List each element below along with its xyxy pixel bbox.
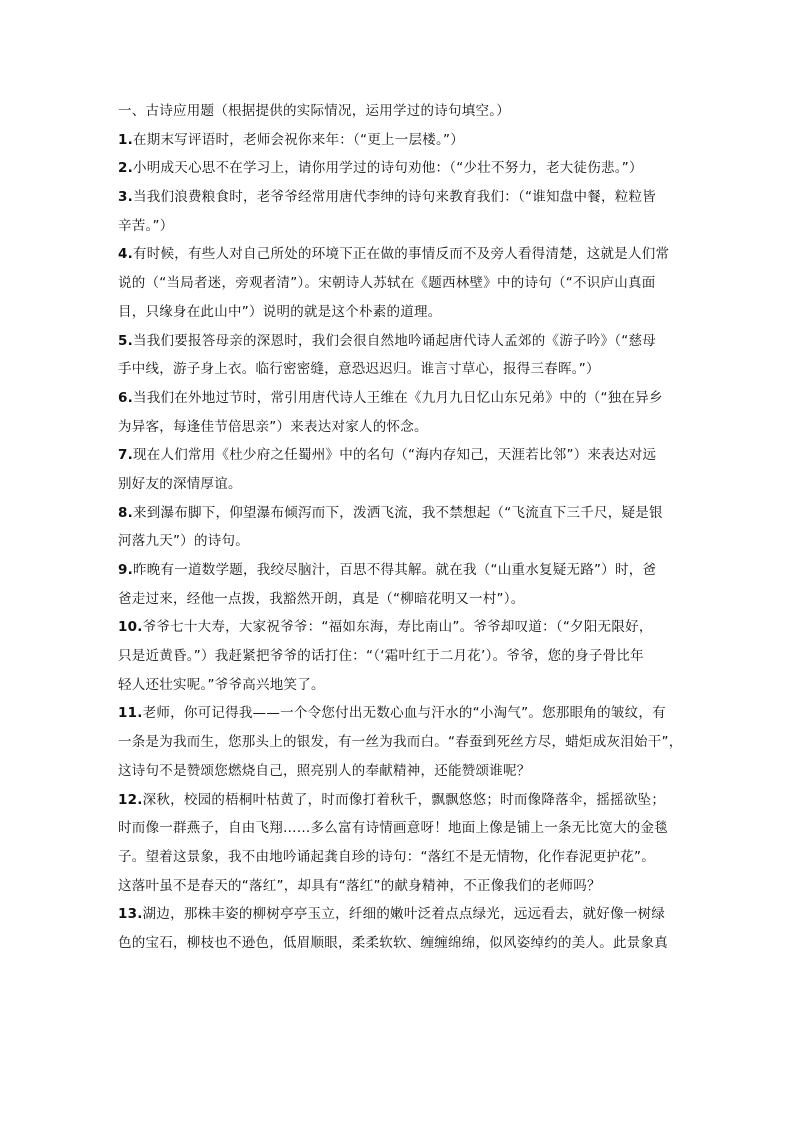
item-6-line-2: 为异客，每逢佳节倍思亲”）来表达对家人的怀念。 [118,418,428,435]
item-3-line-1 [118,183,678,212]
item-number: 11. [118,705,143,722]
item-text: 现在人们常用《杜少府之任蜀州》中的名句（“海内存知己，天涯若比邻”）来表达对远 [133,447,657,464]
item-4-line-2: 说的（“当局者迷，旁观者清”）。宋朝诗人苏轼在《题西林壁》中的诗句（“不识庐山真面 [118,275,656,292]
item-9-line-1 [118,556,678,585]
item-number: 2. [118,160,134,177]
item-number: 6. [118,389,134,406]
item-12-line-3: 子。望着这景象，我不由地吟诵起龚自珍的诗句：“落红不是无情物，化作春泥更护花”。 [118,848,655,865]
item-13-line-1 [118,900,678,929]
item-number: 8. [118,504,134,521]
item-13-line-2: 色的宝石，柳枝也不逊色，低眉顺眼，柔柔软软、缠缠绵绵，似风姿绰约的美人。此景象真 [118,934,668,951]
item-4-line-3: 目，只缘身在此山中”）说明的就是这个朴素的道理。 [118,303,442,320]
item-text: 有时候，有些人对自己所处的环境下正在做的事情反而不及旁人看得清楚，这就是人们常 [133,246,670,263]
item-number: 9. [118,562,134,578]
item-text: 当我们在外地过节时，常引用唐代诗人王维在《九月九日忆山东兄弟》中的（“独在异乡 [133,389,663,406]
item-5-line-1 [118,327,678,356]
item-12-line-4: 这落叶虽不是春天的“落红”，却具有“落红”的献身精神，不正像我们的老师吗？ [118,877,601,894]
item-11-line-1 [118,699,678,728]
item-number: 13. [118,906,143,923]
item-text: 小明成天心思不在学习上，请你用学过的诗句劝他：（“少壮不努力，老大徒伤悲。”） [133,160,643,177]
item-number: 10. [118,619,143,636]
item-5-line-2: 手中线，游子身上衣。临行密密缝，意恐迟迟归。谁言寸草心，报得三春晖。”） [118,361,600,378]
item-number: 5. [118,332,134,349]
item-8-line-1 [118,499,678,528]
item-12-line-2: 时而像一群燕子，自由飞翔……多么富有诗情画意呀！地面上像是铺上一条无比宽大的金毯 [118,820,668,837]
item-text: 深秋，校园的梧桐叶枯黄了，时而像打着秋千，飘飘悠悠；时而像降落伞，摇摇欲坠； [142,791,666,808]
item-10-line-2: 只是近黄昏。”）我赶紧把爷爷的话打住：“（‘霜叶红于二月花’）。爷爷，您的身子骨比年 [118,648,644,665]
item-number: 3. [118,189,134,206]
item-3-line-2: 辛苦。”） [118,217,174,234]
item-number: 4. [118,246,134,263]
item-text: 爷爷七十大寿，大家祝爷爷：“福如东海，寿比南山”。爷爷却叹道：（“夕阳无限好， [142,619,653,636]
item-7-line-2: 别好友的深情厚谊。 [118,475,242,492]
item-10-line-3: 轻人还壮实呢。”爷爷高兴地笑了。 [118,676,325,693]
item-text: 在期末写评语时，老师会祝你来年：（“更上一层楼。”） [133,131,465,148]
item-6-line-1 [118,384,678,413]
item-7-line-1 [118,441,678,470]
item-text: 来到瀑布脚下，仰望瀑布倾泻而下，泼洒飞流，我不禁想起（“飞流直下三千尺，疑是银 [133,504,663,521]
item-11-line-2: 一条是为我而生，您那头上的银发，有一丝为我而白。“春蚕到死丝方尽，蜡炬成灰泪始干”， [118,734,683,751]
item-8-line-2: 河落九天”）的诗句。 [118,533,249,550]
item-number: 12. [118,791,143,808]
item-10-line-1 [118,613,678,642]
item-4-line-1 [118,240,678,269]
item-text: 湖边，那株丰姿的柳树亭亭玉立，纤细的嫩叶泛着点点绿光，远远看去，就好像一树绿 [142,906,666,923]
item-number: 7. [118,447,134,464]
item-text: 当我们浪费粮食时，老爷爷经常用唐代李绅的诗句来教育我们：（“谁知盘中餐，粒粒皆 [133,189,657,206]
item-11-line-3: 这诗句不是赞颂您燃烧自己，照亮别人的奉献精神，还能赞颂谁呢？ [118,762,531,779]
item-text: 昨晚有一道数学题，我绞尽脑汁，百思不得其解。就在我（“山重水复疑无路”）时，爸 [133,562,657,578]
section-heading: 一、古诗应用题（根据提供的实际情况，运用学过的诗句填空。） [118,103,510,119]
item-9-line-2: 爸走过来，经他一点拨，我豁然开朗，真是（“柳暗花明又一村”）。 [118,590,525,607]
item-12-line-1 [118,786,678,815]
item-text: 当我们要报答母亲的深恩时，我们会很自然地吟诵起唐代诗人孟郊的《游子吟》（“慈母 [133,332,657,349]
item-1-line-1 [118,126,678,155]
item-number: 1. [118,131,134,148]
item-2-line-1 [118,154,678,183]
document-page [118,97,683,958]
item-text: 老师，你可记得我——一个令您付出无数心血与汗水的“小淘气”。您那眼角的皱纹，有 [142,705,666,722]
